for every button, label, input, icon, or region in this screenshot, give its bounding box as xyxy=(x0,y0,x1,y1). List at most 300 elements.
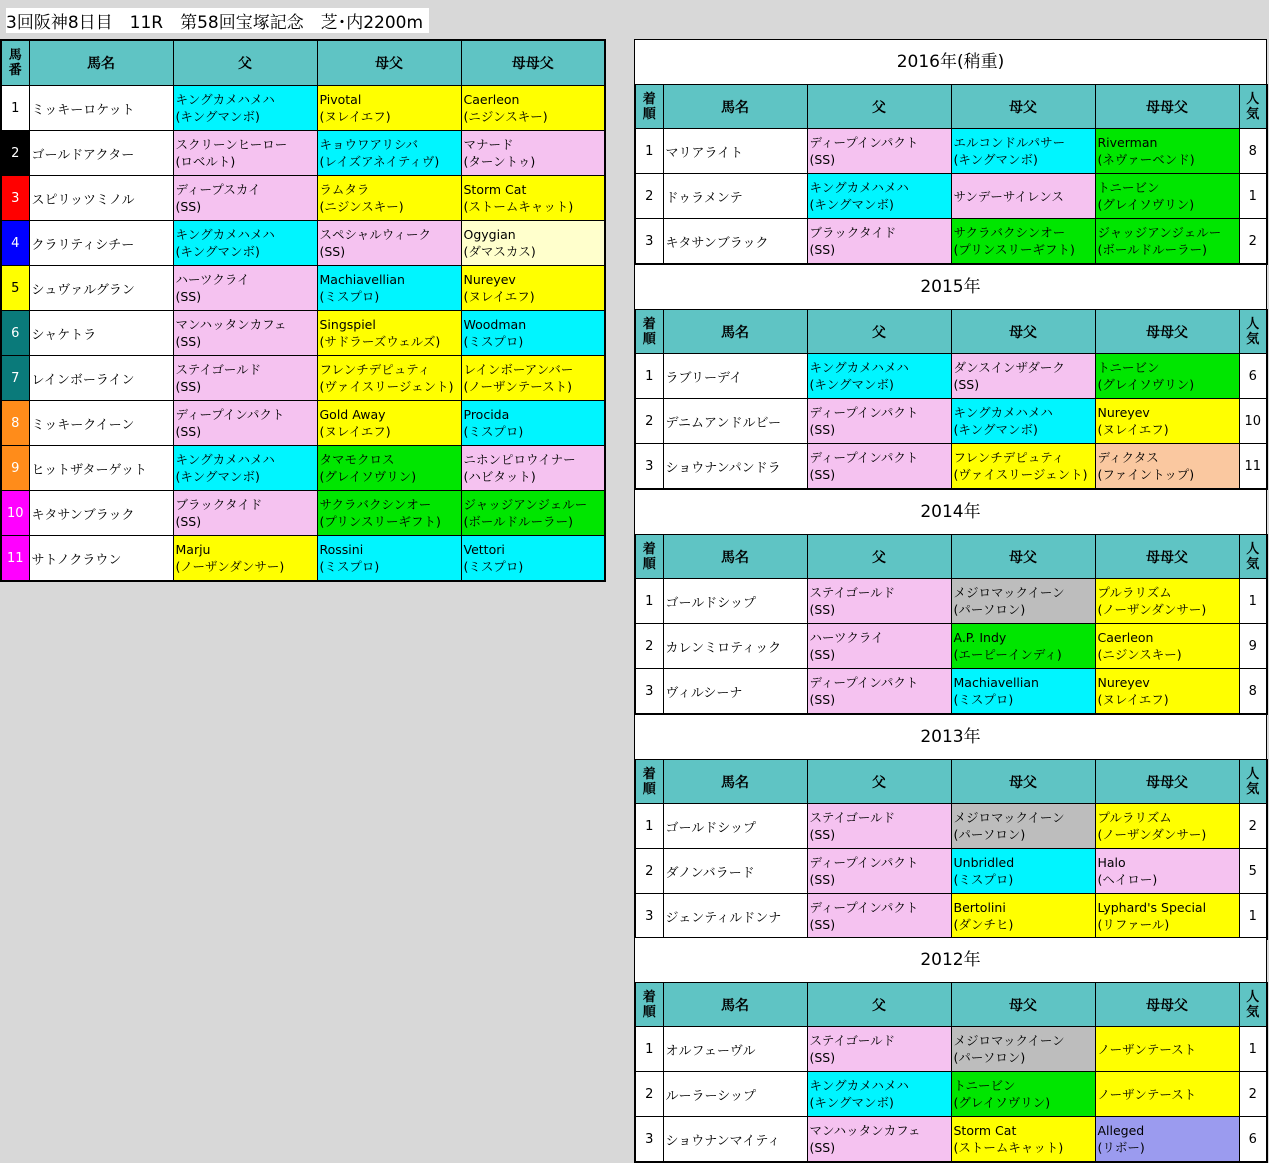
dam-dam-sire-cell-line1: プルラリズム xyxy=(1097,810,1172,825)
dam-sire-cell xyxy=(317,131,461,176)
header-dam-sire: 母父 xyxy=(317,40,461,86)
horse-name: ヒットザターゲット xyxy=(29,446,173,491)
dam-dam-sire-cell-line2: (ボールドルーラー) xyxy=(1097,242,1208,257)
header-dam-sire: 母父 xyxy=(951,535,1095,579)
dam-dam-sire-cell-line1: レインボーアンバー xyxy=(463,362,574,377)
dam-sire-cell-line1: Bertolini xyxy=(953,900,1006,915)
dam-dam-sire-cell-line1: Storm Cat xyxy=(463,182,527,197)
dam-dam-sire-cell-line2: (ヌレイエフ) xyxy=(463,289,535,304)
sire-cell xyxy=(807,399,951,444)
dam-sire-cell-line1: フレンチデピュティ xyxy=(953,450,1065,465)
popularity: 5 xyxy=(1239,849,1267,894)
dam-dam-sire-cell-line2: (ターントゥ) xyxy=(463,154,536,169)
finish-position: 3 xyxy=(635,894,663,940)
dam-dam-sire-cell-line2: (リファール) xyxy=(1097,917,1170,932)
sire-cell-line1: ディープインパクト xyxy=(809,450,919,465)
dam-sire-cell-line2: (ミスプロ) xyxy=(953,872,1014,887)
horse-number: 1 xyxy=(1,86,29,131)
dam-dam-sire-cell-line2: (ニジンスキー) xyxy=(1097,647,1182,662)
sire-cell-line1: マンハッタンカフェ xyxy=(175,317,287,332)
header-char: 人 xyxy=(1246,989,1260,1005)
sire-cell-line1: キングカメハメハ xyxy=(809,360,909,375)
dam-dam-sire-cell-line2: (ネヴァーベンド) xyxy=(1097,152,1195,167)
popularity: 2 xyxy=(1239,804,1267,849)
header-char: 人 xyxy=(1246,316,1260,332)
header-dam-sire: 母父 xyxy=(951,760,1095,804)
sire-cell-line2: (キングマンボ) xyxy=(175,244,260,259)
sire-cell xyxy=(807,894,951,940)
dam-dam-sire-cell-line1: ノーザンテースト xyxy=(1097,1041,1197,1057)
header-sire: 父 xyxy=(807,983,951,1027)
dam-sire-cell-line1: Machiavellian xyxy=(953,675,1039,690)
sire-cell xyxy=(807,174,951,219)
dam-dam-sire-cell xyxy=(1095,624,1239,669)
sire-cell-line2: (SS) xyxy=(809,602,836,617)
finish-position: 2 xyxy=(635,849,663,894)
sire-cell xyxy=(173,356,317,401)
year-title: 2015年 xyxy=(634,264,1267,309)
sire-cell-line1: キングカメハメハ xyxy=(175,92,275,107)
header-sire: 父 xyxy=(807,760,951,804)
dam-sire-cell xyxy=(951,399,1095,444)
dam-sire-cell xyxy=(951,624,1095,669)
sire-cell-line2: (SS) xyxy=(809,1140,836,1155)
sire-cell xyxy=(807,444,951,490)
header-char: 気 xyxy=(1246,331,1260,347)
dam-dam-sire-cell xyxy=(461,176,605,221)
dam-dam-sire-cell-line2: (リボー) xyxy=(1097,1140,1145,1155)
dam-dam-sire-cell-line2: (グレイソヴリン) xyxy=(1097,377,1195,392)
header-char: 着 xyxy=(642,989,656,1005)
horse-number: 6 xyxy=(1,311,29,356)
table-row xyxy=(1,356,605,401)
header-char: 順 xyxy=(642,331,656,347)
table-row xyxy=(635,849,1267,894)
sire-cell xyxy=(807,1027,951,1072)
dam-sire-cell-line1: Singspiel xyxy=(319,317,376,332)
sire-cell xyxy=(807,129,951,174)
sire-cell-line1: ステイゴールド xyxy=(175,362,262,377)
dam-sire-cell xyxy=(951,669,1095,715)
dam-dam-sire-cell xyxy=(1095,444,1239,490)
horse-name: ゴールドシップ xyxy=(663,804,807,849)
sire-cell-line2: (キングマンボ) xyxy=(809,1095,894,1110)
dam-sire-cell-line2: (グレイソヴリン) xyxy=(953,1095,1051,1110)
horse-name: ルーラーシップ xyxy=(663,1072,807,1117)
sire-cell xyxy=(173,221,317,266)
table-row xyxy=(635,804,1267,849)
dam-dam-sire-cell-line1: Nureyev xyxy=(1097,675,1150,690)
sire-cell-line1: ディープインパクト xyxy=(809,405,919,420)
dam-sire-cell xyxy=(317,536,461,582)
dam-dam-sire-cell-line1: Vettori xyxy=(463,542,505,557)
header-dam-dam-sire: 母母父 xyxy=(461,40,605,86)
horse-name: ゴールドアクター xyxy=(29,131,173,176)
horse-name: ショウナンマイティ xyxy=(663,1117,807,1163)
horse-name: ジェンティルドンナ xyxy=(663,894,807,940)
header-finish xyxy=(635,535,663,579)
sire-cell-line2: (SS) xyxy=(809,692,836,707)
dam-sire-cell-line2: (ヌレイエフ) xyxy=(319,109,391,124)
sire-cell xyxy=(173,176,317,221)
table-row xyxy=(635,399,1267,444)
dam-dam-sire-cell-line1: ディクタス xyxy=(1097,450,1159,465)
table-row xyxy=(1,266,605,311)
sire-cell-line1: ブラックタイド xyxy=(175,497,263,512)
sire-cell-line1: Marju xyxy=(175,542,211,557)
header-char: 気 xyxy=(1246,781,1260,797)
dam-dam-sire-cell-line1: トニービン xyxy=(1097,360,1160,375)
dam-dam-sire-cell-line1: ノーザンテースト xyxy=(1097,1086,1197,1102)
sire-cell xyxy=(807,1117,951,1163)
dam-sire-cell-line2: (グレイソヴリン) xyxy=(319,469,417,484)
popularity: 2 xyxy=(1239,1072,1267,1117)
sire-cell xyxy=(173,536,317,582)
dam-sire-cell-line1: Storm Cat xyxy=(953,1123,1017,1138)
dam-sire-cell-line1: A.P. Indy xyxy=(953,630,1007,645)
year-block xyxy=(634,937,1267,1163)
dam-dam-sire-cell xyxy=(1095,174,1239,219)
dam-sire-cell-line1: フレンチデピュティ xyxy=(319,362,431,377)
table-row xyxy=(635,354,1267,399)
sire-cell-line2: (SS) xyxy=(175,334,202,349)
popularity: 1 xyxy=(1239,1027,1267,1072)
dam-dam-sire-cell-line1: トニービン xyxy=(1097,180,1160,195)
dam-dam-sire-cell xyxy=(1095,1117,1239,1163)
header-char: 順 xyxy=(642,556,656,572)
results-table xyxy=(634,309,1268,490)
dam-dam-sire-cell-line1: ニホンピロウイナー xyxy=(463,452,576,467)
finish-position: 1 xyxy=(635,804,663,849)
sire-cell-line1: ディープインパクト xyxy=(809,675,919,690)
popularity: 1 xyxy=(1239,894,1267,940)
dam-sire-cell xyxy=(951,804,1095,849)
dam-sire-cell xyxy=(951,1027,1095,1072)
header-popularity xyxy=(1239,85,1267,129)
header-char: 順 xyxy=(642,1004,656,1020)
sire-cell xyxy=(807,579,951,624)
dam-dam-sire-cell xyxy=(461,356,605,401)
table-row xyxy=(635,174,1267,219)
sire-cell-line2: (キングマンボ) xyxy=(809,377,894,392)
dam-sire-cell-line1: Rossini xyxy=(319,542,364,557)
dam-dam-sire-cell-line1: Nureyev xyxy=(1097,405,1150,420)
entries-header-row xyxy=(1,40,605,86)
entries-table xyxy=(0,39,606,582)
popularity: 1 xyxy=(1239,174,1267,219)
results-header-row xyxy=(635,535,1267,579)
sire-cell-line2: (SS) xyxy=(809,827,836,842)
dam-sire-cell-line2: (パーソロン) xyxy=(953,827,1026,842)
header-dam-sire: 母父 xyxy=(951,310,1095,354)
sire-cell-line2: (SS) xyxy=(809,467,836,482)
dam-dam-sire-cell-line1: ジャッジアンジェルー xyxy=(463,497,588,512)
table-row xyxy=(1,536,605,582)
horse-name: ゴールドシップ xyxy=(663,579,807,624)
dam-sire-cell xyxy=(951,849,1095,894)
sire-cell-line1: ハーツクライ xyxy=(175,272,250,287)
dam-sire-cell-line1: タマモクロス xyxy=(319,452,395,467)
dam-dam-sire-cell-line1: Woodman xyxy=(463,317,527,332)
dam-dam-sire-cell xyxy=(1095,354,1239,399)
dam-dam-sire-cell-line1: Ogygian xyxy=(463,227,516,242)
header-char: 人 xyxy=(1246,766,1260,782)
sire-cell-line2: (ロベルト) xyxy=(175,154,236,169)
dam-sire-cell-line1: Unbridled xyxy=(953,855,1015,870)
dam-sire-cell xyxy=(317,446,461,491)
table-row xyxy=(1,491,605,536)
dam-dam-sire-cell-line1: プルラリズム xyxy=(1097,585,1172,600)
dam-sire-cell-line1: トニービン xyxy=(953,1078,1016,1093)
sire-cell-line2: (SS) xyxy=(175,289,202,304)
dam-dam-sire-cell-line2: (ノーザンダンサー) xyxy=(1097,827,1207,842)
popularity: 9 xyxy=(1239,624,1267,669)
header-char: 着 xyxy=(642,541,656,557)
dam-sire-cell-line1: サクラバクシンオー xyxy=(953,225,1066,240)
dam-sire-cell-line2: (パーソロン) xyxy=(953,602,1026,617)
header-sire: 父 xyxy=(807,85,951,129)
dam-sire-cell-line2: (プリンスリーギフト) xyxy=(319,514,441,529)
dam-dam-sire-cell xyxy=(1095,669,1239,715)
dam-dam-sire-cell xyxy=(461,446,605,491)
dam-sire-cell xyxy=(951,579,1095,624)
dam-sire-cell-line2: (ヴァイスリージェント) xyxy=(953,467,1088,482)
sire-cell-line2: (SS) xyxy=(809,917,836,932)
popularity: 11 xyxy=(1239,444,1267,490)
year-title: 2012年 xyxy=(634,937,1267,982)
header-sire: 父 xyxy=(807,310,951,354)
dam-sire-cell xyxy=(951,1072,1095,1117)
sire-cell-line1: スクリーンヒーロー xyxy=(175,137,288,152)
table-row xyxy=(1,176,605,221)
dam-sire-cell xyxy=(317,221,461,266)
header-finish xyxy=(635,760,663,804)
sire-cell xyxy=(807,669,951,715)
header-char: 着 xyxy=(642,91,656,107)
dam-sire-cell-line1: サクラバクシンオー xyxy=(319,497,432,512)
dam-dam-sire-cell xyxy=(461,266,605,311)
dam-sire-cell-line1: ダンスインザダーク xyxy=(953,360,1065,375)
dam-dam-sire-cell-line1: Alleged xyxy=(1097,1123,1145,1138)
dam-sire-cell-line2: (ストームキャット) xyxy=(953,1140,1064,1155)
dam-sire-cell-line2: (ヴァイスリージェント) xyxy=(319,379,454,394)
sire-cell-line1: ディープインパクト xyxy=(175,407,285,422)
sire-cell xyxy=(173,86,317,131)
sire-cell-line1: キングカメハメハ xyxy=(809,180,909,195)
dam-sire-cell xyxy=(951,354,1095,399)
dam-sire-cell-line1: Gold Away xyxy=(319,407,386,422)
dam-sire-cell xyxy=(317,356,461,401)
horse-name: ドゥラメンテ xyxy=(663,174,807,219)
results-table xyxy=(634,84,1268,265)
header-popularity xyxy=(1239,983,1267,1027)
dam-dam-sire-cell xyxy=(1095,579,1239,624)
dam-dam-sire-cell xyxy=(461,536,605,582)
horse-name: ミッキーロケット xyxy=(29,86,173,131)
year-block xyxy=(634,714,1267,940)
sire-cell xyxy=(173,491,317,536)
horse-number: 4 xyxy=(1,221,29,266)
popularity: 8 xyxy=(1239,669,1267,715)
header-char: 気 xyxy=(1246,106,1260,122)
dam-dam-sire-cell-line1: Caerleon xyxy=(463,92,520,107)
dam-sire-cell-line1: メジロマックイーン xyxy=(953,585,1065,600)
sire-cell-line2: (SS) xyxy=(809,242,836,257)
header-char: 気 xyxy=(1246,1004,1260,1020)
horse-name: レインボーライン xyxy=(29,356,173,401)
horse-name: マリアライト xyxy=(663,129,807,174)
header-number-label xyxy=(2,48,29,78)
header-char: 着 xyxy=(642,766,656,782)
results-header-row xyxy=(635,983,1267,1027)
dam-sire-cell-line2: (ヌレイエフ) xyxy=(319,424,391,439)
horse-name: ミッキークイーン xyxy=(29,401,173,446)
sire-cell-line2: (SS) xyxy=(175,424,202,439)
sire-cell-line2: (キングマンボ) xyxy=(175,469,260,484)
dam-sire-cell xyxy=(951,894,1095,940)
sire-cell xyxy=(173,446,317,491)
header-name: 馬名 xyxy=(663,85,807,129)
horse-name: サトノクラウン xyxy=(29,536,173,582)
finish-position: 1 xyxy=(635,579,663,624)
dam-sire-cell-line2: (ダンチヒ) xyxy=(953,917,1014,932)
page-title: 3回阪神8日目 11R 第58回宝塚記念 芝･内2200m xyxy=(6,8,429,33)
popularity: 8 xyxy=(1239,129,1267,174)
sire-cell-line1: キングカメハメハ xyxy=(175,227,275,242)
finish-position: 3 xyxy=(635,444,663,490)
header-dam-dam-sire: 母母父 xyxy=(1095,85,1239,129)
header-popularity xyxy=(1239,760,1267,804)
sire-cell-line1: ディープインパクト xyxy=(809,135,919,150)
horse-name: ダノンバラード xyxy=(663,849,807,894)
dam-sire-cell-line1: メジロマックイーン xyxy=(953,1033,1065,1048)
year-block xyxy=(634,489,1267,715)
header-popularity xyxy=(1239,310,1267,354)
finish-position: 2 xyxy=(635,399,663,444)
sire-cell xyxy=(173,311,317,356)
dam-sire-cell xyxy=(951,129,1095,174)
dam-dam-sire-cell xyxy=(461,401,605,446)
dam-dam-sire-cell xyxy=(461,311,605,356)
header-char: 順 xyxy=(642,781,656,797)
year-title: 2016年(稍重) xyxy=(634,39,1267,84)
horse-number: 2 xyxy=(1,131,29,176)
dam-dam-sire-cell xyxy=(1095,1027,1239,1072)
dam-dam-sire-cell-line1: Lyphard's Special xyxy=(1097,900,1207,915)
sire-cell-line1: ディープインパクト xyxy=(809,855,919,870)
dam-sire-cell-line2: (ミスプロ) xyxy=(953,692,1014,707)
finish-position: 1 xyxy=(635,129,663,174)
dam-sire-cell-line2: (エーピーインディ) xyxy=(953,647,1062,662)
header-name: 馬名 xyxy=(663,310,807,354)
horse-number: 5 xyxy=(1,266,29,311)
sire-cell-line1: ディープスカイ xyxy=(175,182,261,197)
sire-cell-line1: ハーツクライ xyxy=(809,630,884,645)
sire-cell-line2: (SS) xyxy=(175,199,202,214)
dam-dam-sire-cell xyxy=(461,491,605,536)
sire-cell-line1: ステイゴールド xyxy=(809,585,896,600)
dam-dam-sire-cell-line2: (グレイソヴリン) xyxy=(1097,197,1195,212)
table-row xyxy=(1,131,605,176)
horse-number: 11 xyxy=(1,536,29,582)
dam-dam-sire-cell-line1: Halo xyxy=(1097,855,1126,870)
sire-cell-line1: キングカメハメハ xyxy=(809,1078,909,1093)
dam-sire-cell-line1: サンデーサイレンス xyxy=(953,188,1064,204)
horse-name: シャケトラ xyxy=(29,311,173,356)
dam-sire-cell-line2: (キングマンボ) xyxy=(953,152,1038,167)
horse-name: スピリッツミノル xyxy=(29,176,173,221)
dam-dam-sire-cell-line1: Caerleon xyxy=(1097,630,1154,645)
header-char: 気 xyxy=(1246,556,1260,572)
dam-dam-sire-cell-line1: ジャッジアンジェルー xyxy=(1097,225,1222,240)
table-row xyxy=(635,579,1267,624)
horse-number: 10 xyxy=(1,491,29,536)
sire-cell-line2: (SS) xyxy=(809,872,836,887)
header-name: 馬名 xyxy=(29,40,173,86)
dam-sire-cell-line1: スペシャルウィーク xyxy=(319,227,432,242)
header-number xyxy=(1,40,29,86)
header-char: 番 xyxy=(8,63,22,78)
dam-dam-sire-cell xyxy=(1095,849,1239,894)
dam-dam-sire-cell xyxy=(461,221,605,266)
dam-dam-sire-cell-line2: (ヌレイエフ) xyxy=(1097,422,1169,437)
table-row xyxy=(635,219,1267,265)
dam-dam-sire-cell-line2: (ニジンスキー) xyxy=(463,109,548,124)
dam-sire-cell xyxy=(317,86,461,131)
dam-sire-cell-line2: (ミスプロ) xyxy=(319,559,380,574)
header-dam-dam-sire: 母母父 xyxy=(1095,310,1239,354)
sire-cell xyxy=(807,624,951,669)
horse-name: オルフェーヴル xyxy=(663,1027,807,1072)
table-row xyxy=(635,444,1267,490)
sire-cell xyxy=(173,131,317,176)
sire-cell-line2: (キングマンボ) xyxy=(175,109,260,124)
results-header-row xyxy=(635,310,1267,354)
dam-dam-sire-cell-line2: (ミスプロ) xyxy=(463,424,524,439)
table-row xyxy=(1,221,605,266)
dam-sire-cell-line1: Machiavellian xyxy=(319,272,405,287)
dam-dam-sire-cell-line2: (ボールドルーラー) xyxy=(463,514,574,529)
dam-sire-cell-line2: (レイズアネイティヴ) xyxy=(319,154,440,169)
dam-sire-cell-line1: エルコンドルパサー xyxy=(953,135,1066,150)
dam-dam-sire-cell-line2: (ヌレイエフ) xyxy=(1097,692,1169,707)
results-header-row xyxy=(635,760,1267,804)
table-row xyxy=(635,1072,1267,1117)
dam-sire-cell-line2: (ニジンスキー) xyxy=(319,199,404,214)
results-table xyxy=(634,534,1268,715)
dam-sire-cell xyxy=(951,219,1095,265)
popularity: 1 xyxy=(1239,579,1267,624)
header-finish xyxy=(635,310,663,354)
dam-dam-sire-cell-line2: (ミスプロ) xyxy=(463,334,524,349)
header-sire: 父 xyxy=(807,535,951,579)
header-dam-dam-sire: 母母父 xyxy=(1095,760,1239,804)
header-dam-sire: 母父 xyxy=(951,983,1095,1027)
dam-sire-cell xyxy=(951,444,1095,490)
sire-cell xyxy=(807,219,951,265)
dam-sire-cell-line2: (ミスプロ) xyxy=(319,289,380,304)
dam-dam-sire-cell-line2: (ハビタット) xyxy=(463,469,536,484)
popularity: 6 xyxy=(1239,354,1267,399)
horse-number: 8 xyxy=(1,401,29,446)
year-title: 2013年 xyxy=(634,714,1267,759)
dam-sire-cell-line2: (プリンスリーギフト) xyxy=(953,242,1075,257)
results-header-row xyxy=(635,85,1267,129)
sire-cell-line2: (SS) xyxy=(809,1050,836,1065)
results-table xyxy=(634,982,1268,1163)
finish-position: 1 xyxy=(635,354,663,399)
table-row xyxy=(635,1027,1267,1072)
